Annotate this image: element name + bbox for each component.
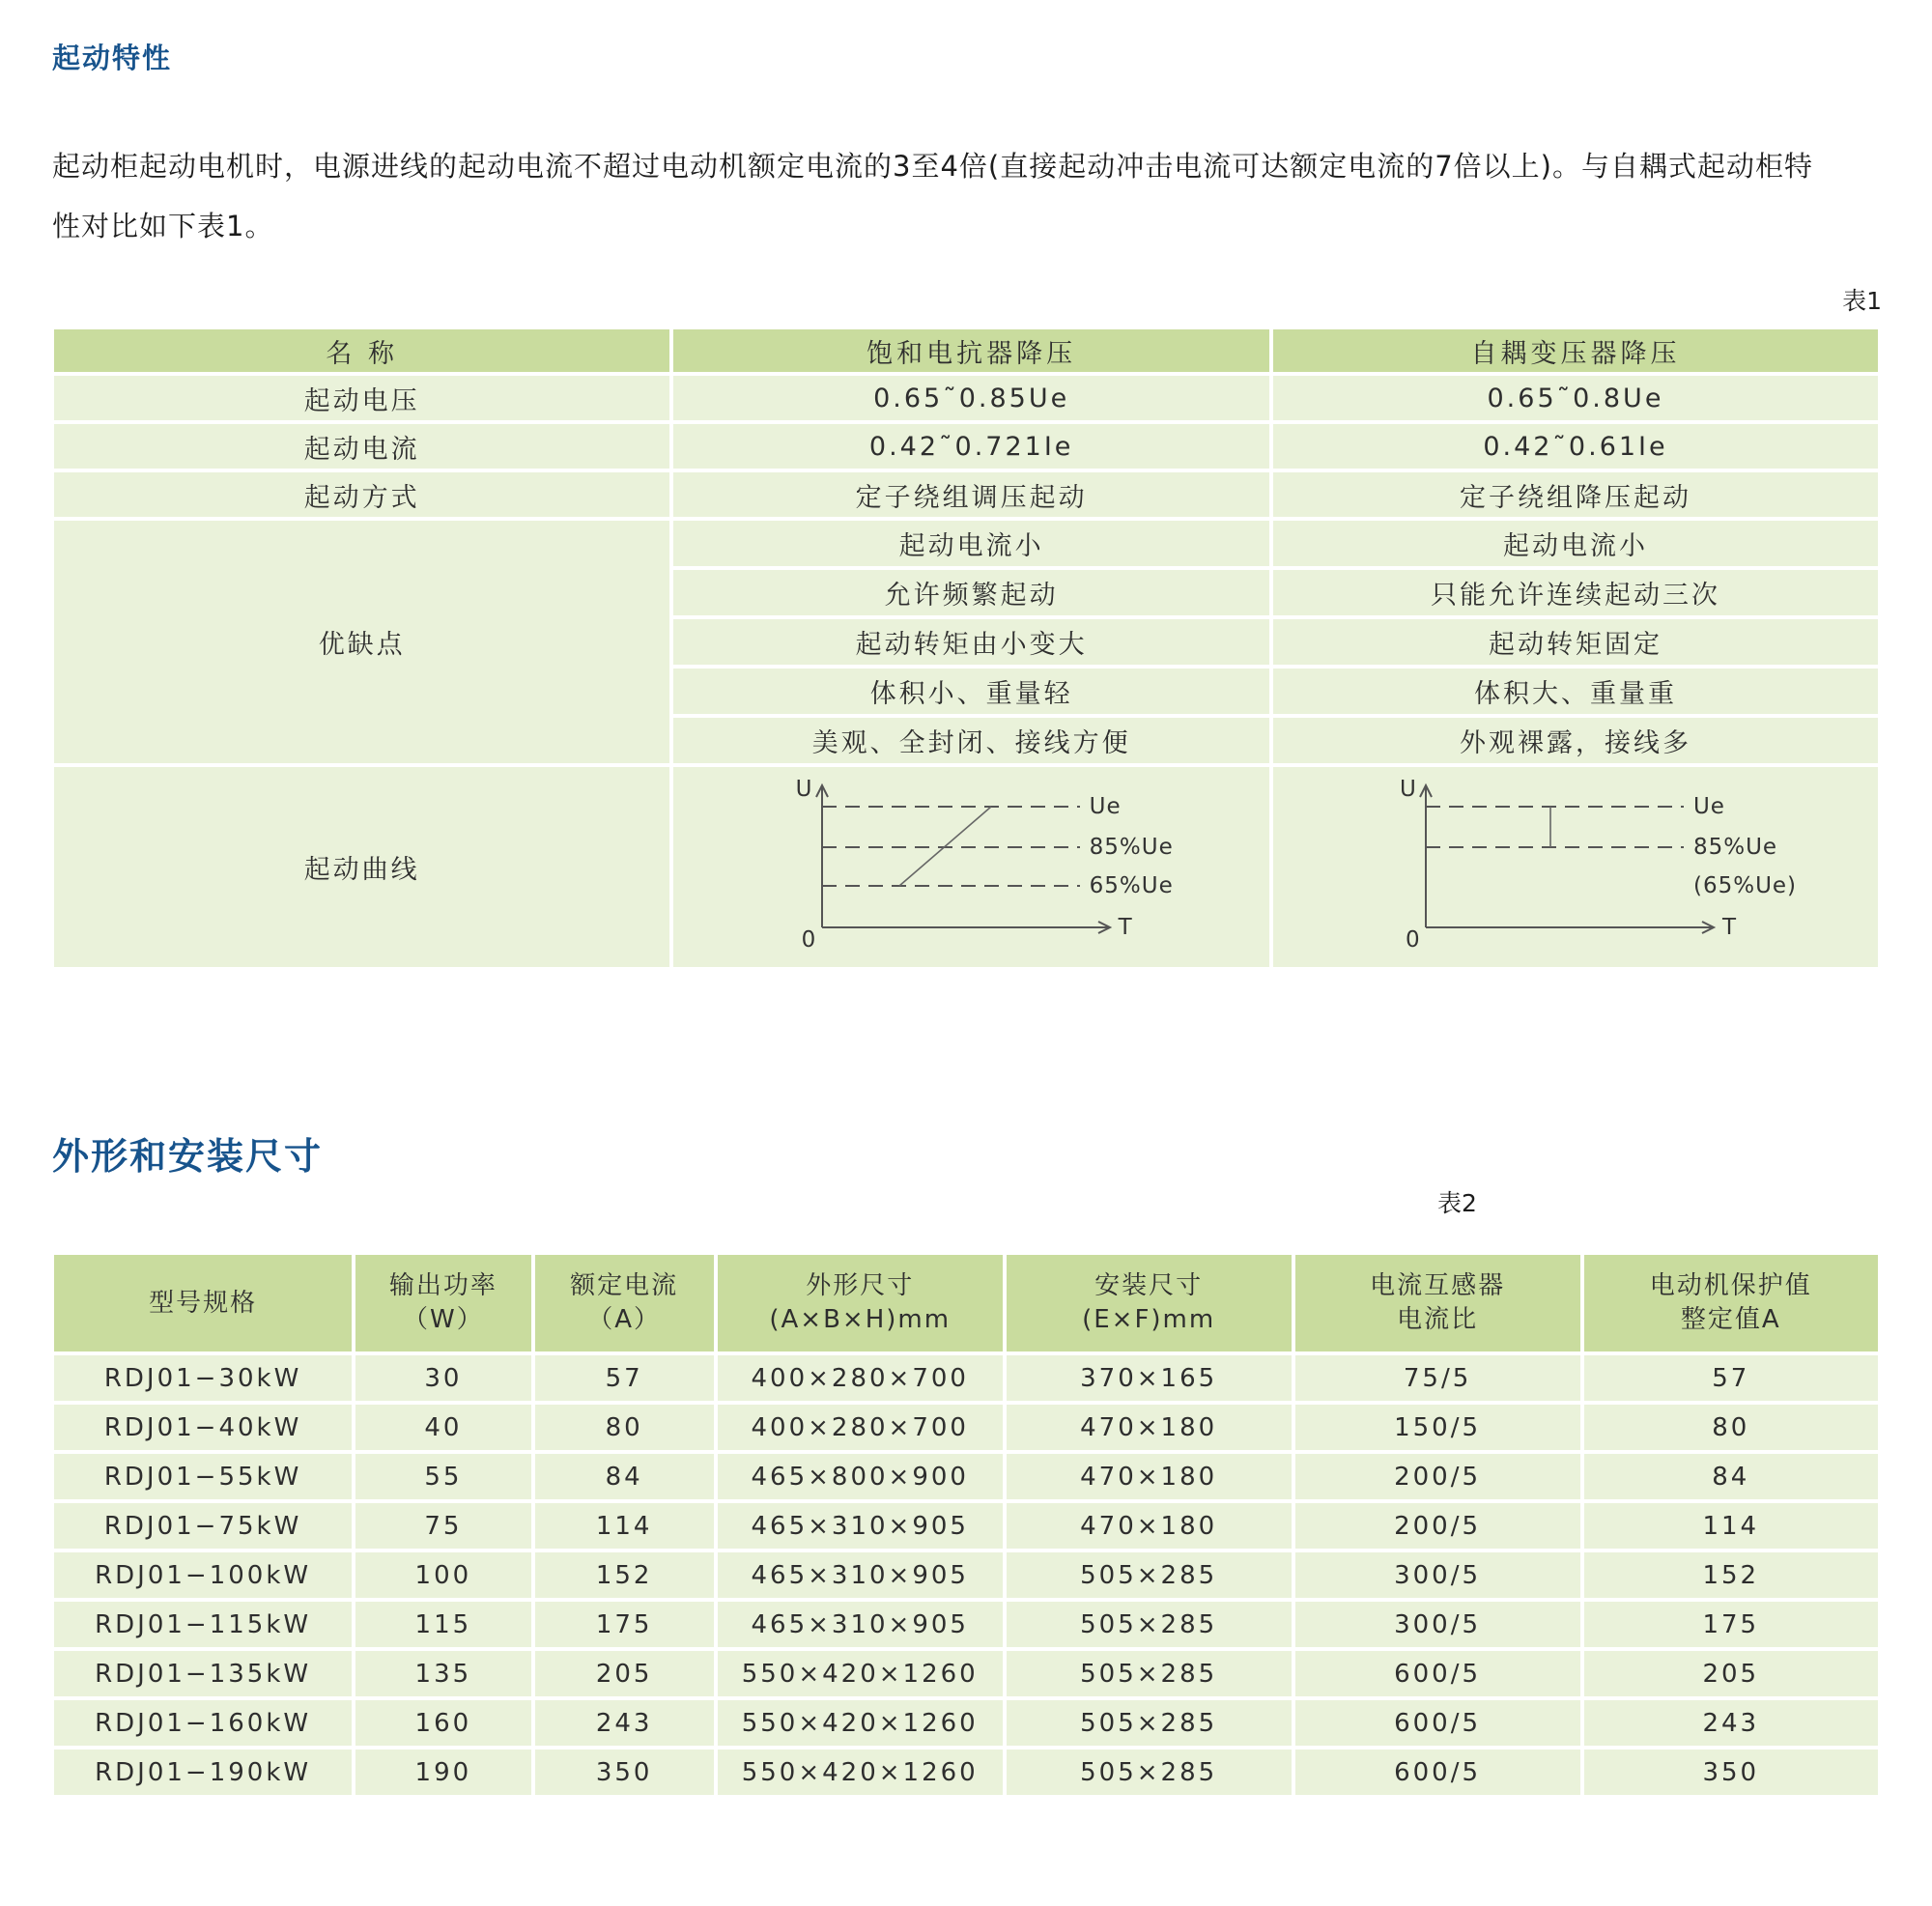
table-cell: 0.65˜0.8Ue bbox=[1271, 374, 1880, 422]
curve-row-label: 起动曲线 bbox=[52, 765, 671, 969]
table2-header-motor-protection bbox=[1582, 1253, 1880, 1353]
table-cell: 465×800×900 bbox=[716, 1452, 1005, 1501]
section-title-dimensions: 外形和安装尺寸 bbox=[52, 1135, 324, 1178]
table-cell: 550×420×1260 bbox=[716, 1649, 1005, 1698]
table-cell: 100 bbox=[354, 1550, 532, 1600]
table2-header-output-power bbox=[354, 1253, 532, 1353]
table-cell: 160 bbox=[354, 1698, 532, 1748]
table-cell: 0.42˜0.721Ie bbox=[671, 422, 1271, 470]
table2-header-ct-ratio bbox=[1293, 1253, 1582, 1353]
table-cell: 体积小、重量轻 bbox=[671, 667, 1271, 716]
table2-header-rated-current bbox=[533, 1253, 716, 1353]
table-row bbox=[52, 1501, 1880, 1550]
row-label: 起动电压 bbox=[52, 374, 671, 422]
table-cell: 美观、全封闭、接线方便 bbox=[671, 716, 1271, 765]
paragraph-line-1: 起动柜起动电机时，电源进线的起动电流不超过电动机额定电流的3至4倍(直接起动冲击电流可达额定电流的7倍以上)。与自耦式起动柜特 bbox=[52, 150, 1813, 183]
model-cell: RDJ01−30kW bbox=[52, 1353, 354, 1403]
paragraph-line-2: 性对比如下表1。 bbox=[52, 210, 274, 242]
ue-label: Ue bbox=[1692, 793, 1725, 819]
table-cell: 243 bbox=[533, 1698, 716, 1748]
table-row-current bbox=[52, 422, 1880, 470]
table1-header-name: 名 称 bbox=[52, 327, 671, 374]
table2-header-mounting-size bbox=[1005, 1253, 1293, 1353]
table1-header-autotransformer: 自耦变压器降压 bbox=[1271, 327, 1880, 374]
table-cell: 115 bbox=[354, 1600, 532, 1649]
table-cell: 114 bbox=[533, 1501, 716, 1550]
model-cell: RDJ01−100kW bbox=[52, 1550, 354, 1600]
table-cell: 允许频繁起动 bbox=[671, 568, 1271, 617]
model-cell: RDJ01−135kW bbox=[52, 1649, 354, 1698]
section-title-starting-characteristics: 起动特性 bbox=[52, 42, 173, 74]
table-cell: 55 bbox=[354, 1452, 532, 1501]
table1-starting-comparison bbox=[50, 326, 1882, 971]
model-cell: RDJ01−190kW bbox=[52, 1748, 354, 1797]
table-cell: 外观裸露，接线多 bbox=[1271, 716, 1880, 765]
table-cell: 600/5 bbox=[1293, 1649, 1582, 1698]
table-cell: 350 bbox=[533, 1748, 716, 1797]
table-cell: 505×285 bbox=[1005, 1698, 1293, 1748]
table-cell: 定子绕组降压起动 bbox=[1271, 470, 1880, 519]
pros-cons-label: 优缺点 bbox=[52, 519, 671, 765]
header-line: 外形尺寸 bbox=[806, 1271, 915, 1300]
header-line: (E×F)mm bbox=[1082, 1305, 1216, 1334]
x-axis-label: T bbox=[1721, 914, 1738, 940]
table-cell: 84 bbox=[1582, 1452, 1880, 1501]
table-cell: 30 bbox=[354, 1353, 532, 1403]
ue85-label: 85%Ue bbox=[1089, 834, 1174, 860]
table-cell: 350 bbox=[1582, 1748, 1880, 1797]
header-line: 整定值A bbox=[1680, 1305, 1781, 1334]
table-cell: 80 bbox=[1582, 1403, 1880, 1452]
table-cell: 起动电流小 bbox=[671, 519, 1271, 568]
ue-label: Ue bbox=[1089, 793, 1122, 819]
ue85-label: 85%Ue bbox=[1692, 834, 1778, 860]
row-label: 起动电流 bbox=[52, 422, 671, 470]
table-cell: 175 bbox=[533, 1600, 716, 1649]
table-cell: 200/5 bbox=[1293, 1452, 1582, 1501]
model-cell: RDJ01−55kW bbox=[52, 1452, 354, 1501]
header-line: （W） bbox=[403, 1305, 484, 1334]
table-cell: 505×285 bbox=[1005, 1550, 1293, 1600]
table-cell: 定子绕组调压起动 bbox=[671, 470, 1271, 519]
table-cell: 400×280×700 bbox=[716, 1353, 1005, 1403]
x-axis-label: T bbox=[1118, 914, 1133, 940]
table-cell: 465×310×905 bbox=[716, 1501, 1005, 1550]
table-cell: 起动电流小 bbox=[1271, 519, 1880, 568]
header-line: 额定电流 bbox=[570, 1271, 679, 1300]
table-row bbox=[52, 1403, 1880, 1452]
origin-label: 0 bbox=[801, 926, 817, 953]
header-line: 安装尺寸 bbox=[1094, 1271, 1204, 1300]
table-row bbox=[52, 1649, 1880, 1698]
table-cell: 205 bbox=[533, 1649, 716, 1698]
table-row bbox=[52, 1748, 1880, 1797]
header-line: 输出功率 bbox=[388, 1271, 497, 1300]
starting-curve-chart-autotransformer bbox=[1373, 775, 1798, 960]
table-cell: 190 bbox=[354, 1748, 532, 1797]
ue65-label: 65%Ue bbox=[1089, 872, 1174, 898]
model-cell: RDJ01−40kW bbox=[52, 1403, 354, 1452]
table-cell: 0.65˜0.85Ue bbox=[671, 374, 1271, 422]
intro-paragraph bbox=[52, 136, 1813, 256]
header-line: 型号规格 bbox=[149, 1288, 258, 1318]
table-row-curves bbox=[52, 765, 1880, 969]
table-cell: 470×180 bbox=[1005, 1452, 1293, 1501]
table-cell: 57 bbox=[1582, 1353, 1880, 1403]
table-cell: 550×420×1260 bbox=[716, 1748, 1005, 1797]
table-cell: 135 bbox=[354, 1649, 532, 1698]
table-row-voltage bbox=[52, 374, 1880, 422]
table-cell: 465×310×905 bbox=[716, 1550, 1005, 1600]
table-cell: 起动转矩固定 bbox=[1271, 617, 1880, 667]
table1-header-row bbox=[52, 327, 1880, 374]
table-cell: 150/5 bbox=[1293, 1403, 1582, 1452]
table-cell: 84 bbox=[533, 1452, 716, 1501]
table2-dimensions bbox=[50, 1251, 1882, 1799]
table-cell: 505×285 bbox=[1005, 1649, 1293, 1698]
table-cell: 300/5 bbox=[1293, 1600, 1582, 1649]
header-line: （A） bbox=[587, 1305, 662, 1334]
table-cell: 57 bbox=[533, 1353, 716, 1403]
table-cell: 起动转矩由小变大 bbox=[671, 617, 1271, 667]
table-cell: 243 bbox=[1582, 1698, 1880, 1748]
table-cell: 370×165 bbox=[1005, 1353, 1293, 1403]
table-cell: 470×180 bbox=[1005, 1403, 1293, 1452]
table-cell: 600/5 bbox=[1293, 1748, 1582, 1797]
model-cell: RDJ01−160kW bbox=[52, 1698, 354, 1748]
table-cell: 200/5 bbox=[1293, 1501, 1582, 1550]
table-cell: 0.42˜0.61Ie bbox=[1271, 422, 1880, 470]
table-cell: 400×280×700 bbox=[716, 1403, 1005, 1452]
table-cell: 体积大、重量重 bbox=[1271, 667, 1880, 716]
table-cell: 205 bbox=[1582, 1649, 1880, 1698]
header-line: 电动机保护值 bbox=[1649, 1271, 1812, 1300]
y-axis-label: U bbox=[1399, 776, 1417, 802]
table-cell: 75/5 bbox=[1293, 1353, 1582, 1403]
table-cell: 300/5 bbox=[1293, 1550, 1582, 1600]
header-line: 电流比 bbox=[1397, 1305, 1479, 1334]
table-row bbox=[52, 1452, 1880, 1501]
table-row bbox=[52, 1600, 1880, 1649]
table-cell: 114 bbox=[1582, 1501, 1880, 1550]
table-cell bbox=[671, 765, 1271, 969]
table-cell: 600/5 bbox=[1293, 1698, 1582, 1748]
table-cell: 175 bbox=[1582, 1600, 1880, 1649]
table2-caption: 表2 bbox=[1437, 1189, 1477, 1217]
table-cell: 80 bbox=[533, 1403, 716, 1452]
table-cell: 152 bbox=[1582, 1550, 1880, 1600]
table2-header-model bbox=[52, 1253, 354, 1353]
y-axis-label: U bbox=[795, 776, 813, 802]
table-row-pros-1 bbox=[52, 519, 1880, 568]
model-cell: RDJ01−75kW bbox=[52, 1501, 354, 1550]
table1-caption: 表1 bbox=[1842, 287, 1882, 315]
model-cell: RDJ01−115kW bbox=[52, 1600, 354, 1649]
table-cell: 152 bbox=[533, 1550, 716, 1600]
origin-label: 0 bbox=[1405, 926, 1421, 953]
row-label: 起动方式 bbox=[52, 470, 671, 519]
table-cell: 465×310×905 bbox=[716, 1600, 1005, 1649]
table-row bbox=[52, 1353, 1880, 1403]
table-row bbox=[52, 1698, 1880, 1748]
table-cell bbox=[1271, 765, 1880, 969]
header-line: 电流互感器 bbox=[1370, 1271, 1506, 1300]
ramp-curve bbox=[899, 807, 991, 886]
table2-header-outline-size bbox=[716, 1253, 1005, 1353]
table-cell: 40 bbox=[354, 1403, 532, 1452]
table-cell: 470×180 bbox=[1005, 1501, 1293, 1550]
table1-header-reactor: 饱和电抗器降压 bbox=[671, 327, 1271, 374]
ue65-note-label: (65%Ue) bbox=[1692, 872, 1798, 898]
table-cell: 505×285 bbox=[1005, 1600, 1293, 1649]
table-cell: 550×420×1260 bbox=[716, 1698, 1005, 1748]
table-cell: 75 bbox=[354, 1501, 532, 1550]
table-row-method bbox=[52, 470, 1880, 519]
starting-curve-chart-reactor bbox=[769, 775, 1175, 960]
table-row bbox=[52, 1550, 1880, 1600]
header-line: (A×B×H)mm bbox=[769, 1305, 952, 1334]
table2-header-row bbox=[52, 1253, 1880, 1353]
table-cell: 505×285 bbox=[1005, 1748, 1293, 1797]
table-cell: 只能允许连续起动三次 bbox=[1271, 568, 1880, 617]
